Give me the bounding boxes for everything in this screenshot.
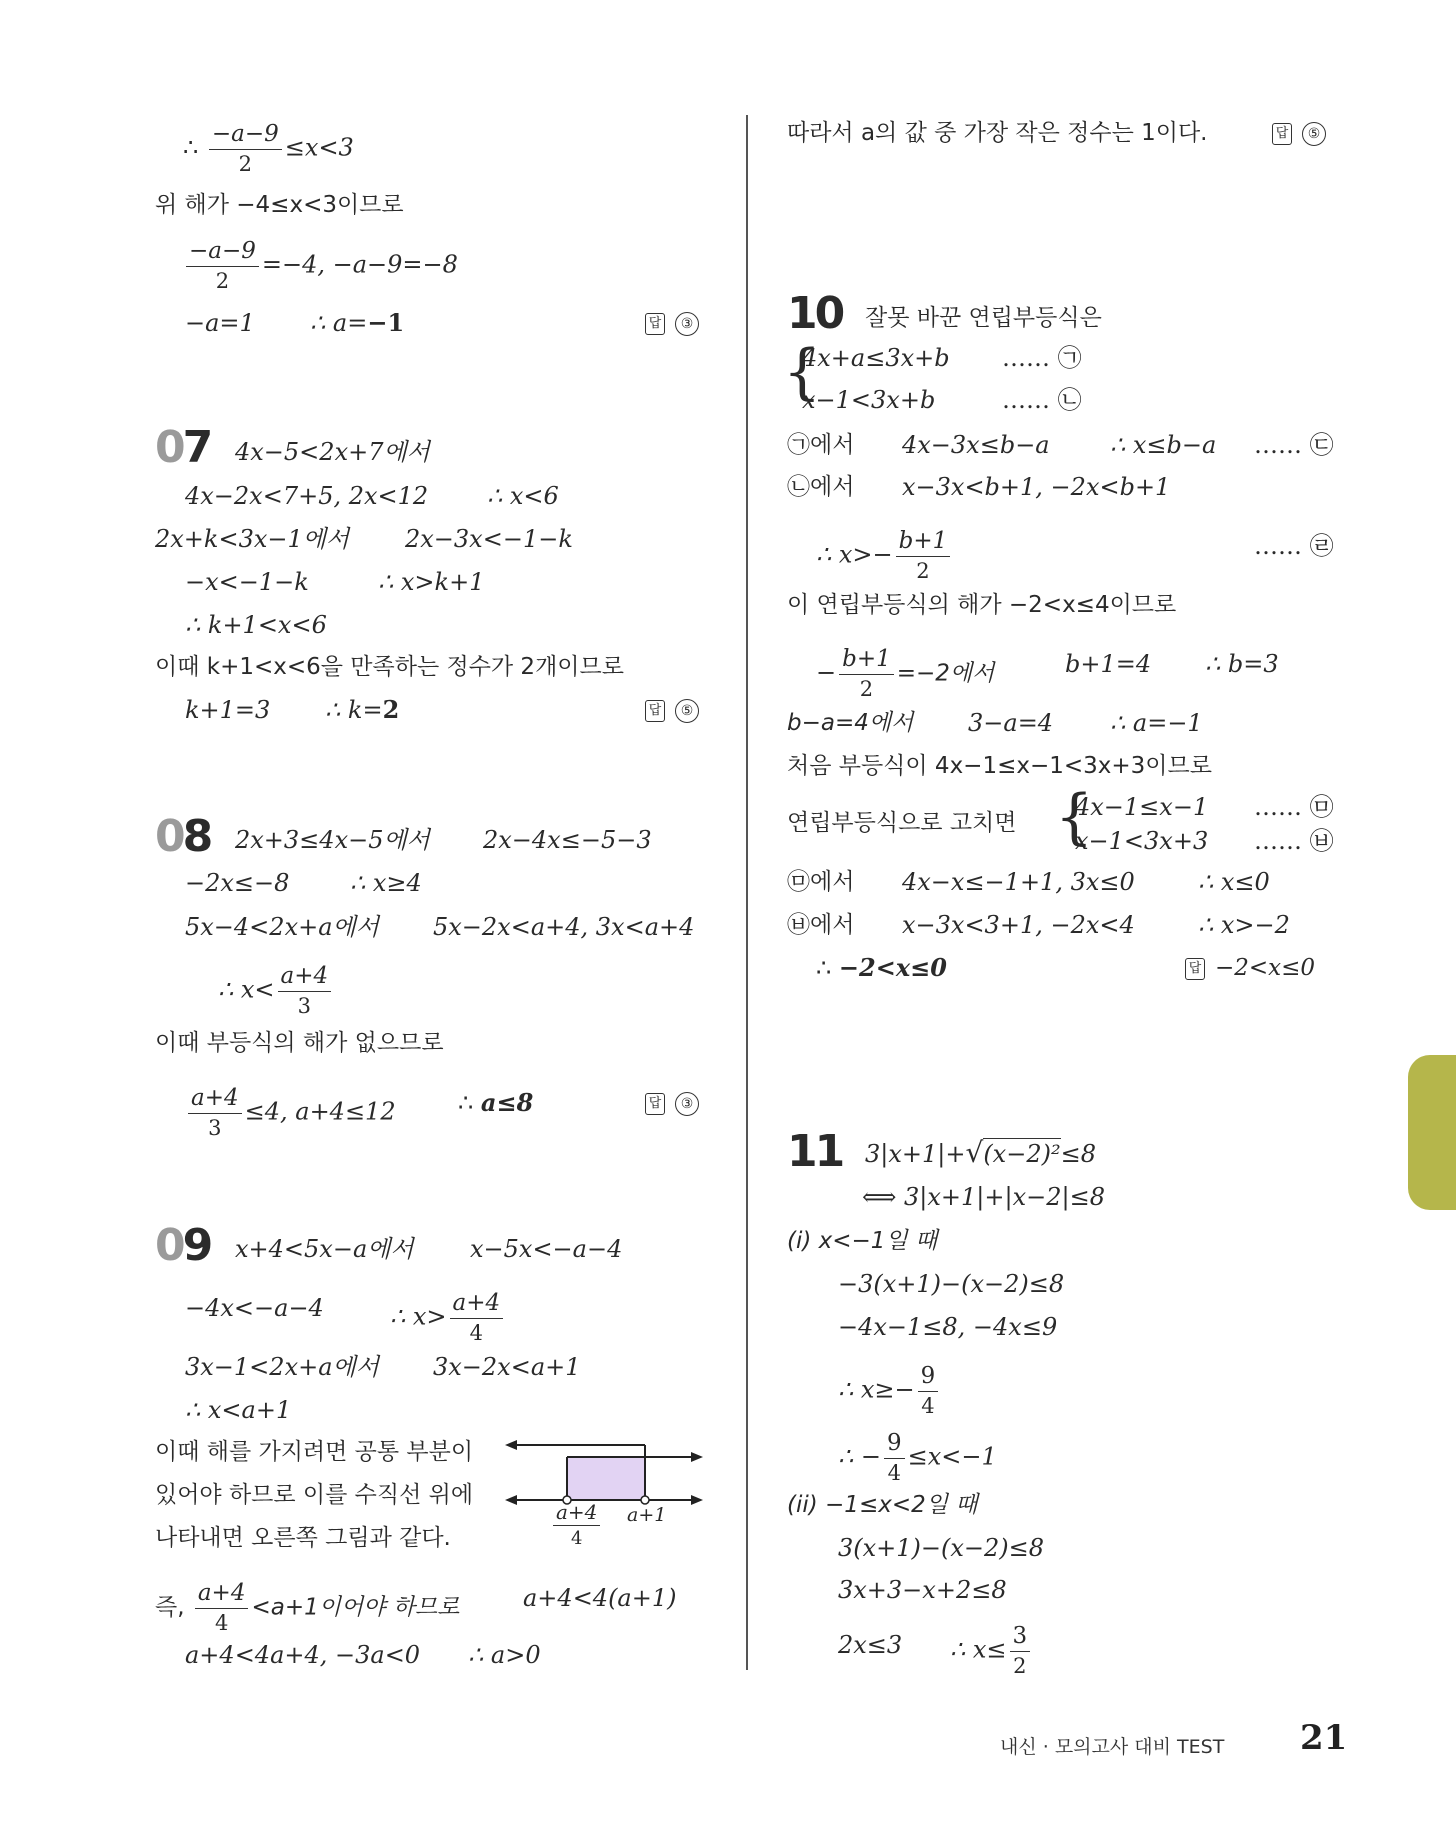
p06-line-4b: ∴ a=−1 <box>310 308 405 337</box>
p08-line-5: 이때 부등식의 해가 없으므로 <box>155 1030 444 1056</box>
problem-number-07: 07 <box>155 422 211 473</box>
p09-line-8b: a+4<4(a+1) <box>523 1584 677 1612</box>
p10-line-3c: ∴ x≤b−a <box>1110 431 1217 459</box>
p07-line-2a: 4x−2x<7+5, 2x<12 <box>185 482 429 510</box>
p11-line-3: (i) x<−1일 때 <box>787 1228 938 1254</box>
answer-icon: 답 <box>645 313 665 335</box>
p10-line-7b: b+1=4 <box>1065 650 1152 678</box>
p09-line-3b: 3x−2x<a+1 <box>433 1353 581 1381</box>
p10-brace-1: { <box>783 337 822 407</box>
p09-end-line: 따라서 a의 값 중 가장 작은 정수는 1이다. <box>787 120 1208 146</box>
p07-line-7b: ∴ k=2 <box>325 695 400 724</box>
p10-line-10: 연립부등식으로 고치면 <box>787 810 1017 836</box>
p10-brace-2: { <box>1055 782 1094 852</box>
p11-line-9: 3(x+1)−(x−2)≤8 <box>838 1534 1045 1562</box>
p11-line-11a: 2x≤3 <box>838 1631 903 1659</box>
p08-line-6b: ∴ a≤8 <box>458 1088 534 1117</box>
fig-label-1: $\frac{a+4}{4}$ <box>550 1502 603 1548</box>
p10-line-11a: ㉤에서 <box>787 869 855 895</box>
p10-line-3b: 4x−3x≤b−a <box>902 431 1050 459</box>
p07-line-4a: −x<−1−k <box>185 568 309 596</box>
p11-line-11b: ∴ x≤ $\frac{3}{2}$ <box>950 1625 1033 1677</box>
number-line-figure <box>505 1430 705 1549</box>
p07-line-7a: k+1=3 <box>185 696 271 724</box>
p07-line-5: ∴ k+1<x<6 <box>185 611 327 639</box>
p10-line-11b: 4x−x≤−1+1, 3x≤0 <box>902 868 1135 896</box>
p10-line-4b: x−3x<b+1, −2x<b+1 <box>902 473 1171 501</box>
p10-title: 잘못 바꾼 연립부등식은 <box>865 305 1102 331</box>
p11-line-10: 3x+3−x+2≤8 <box>838 1576 1007 1604</box>
problem-number-10: 10 <box>787 288 843 339</box>
p08-line-2b: ∴ x≥4 <box>350 869 422 897</box>
p10-answer: 답 −2<x≤0 <box>1185 953 1315 983</box>
p10-sys-3: 4x−1≤x−1 <box>1075 793 1209 821</box>
problem-number-08: 08 <box>155 811 211 862</box>
p10-line-13: ∴ −2<x≤0 <box>816 953 947 982</box>
p08-line-3a: 5x−4<2x+a에서 <box>185 913 379 941</box>
p07-line-4b: ∴ x>k+1 <box>378 568 485 596</box>
number-line-svg <box>505 1430 705 1540</box>
p11-line-8: (ii) −1≤x<2일 때 <box>787 1492 978 1518</box>
p09-line-8: 즉, $\frac{a+4}{4}$ <a+1이어야 하므로 <box>155 1580 460 1635</box>
p09-line-6: 있어야 하므로 이를 수직선 위에 <box>155 1482 474 1508</box>
p09-line-7: 나타내면 오른쪽 그림과 같다. <box>155 1525 451 1551</box>
p07-line-2b: ∴ x<6 <box>487 482 559 510</box>
p07-line-6: 이때 k+1<x<6을 만족하는 정수가 2개이므로 <box>155 654 624 680</box>
p11-line-2: ⟺ 3|x+1|+|x−2|≤8 <box>862 1183 1105 1211</box>
p06-line-2: 위 해가 −4≤x<3이므로 <box>155 192 404 218</box>
common-region <box>567 1457 645 1500</box>
open-point-right <box>641 1496 649 1504</box>
p10-line-5: ∴ x>− $\frac{b+1}{2}$ <box>816 530 953 582</box>
p08-line-3b: 5x−2x<a+4, 3x<a+4 <box>433 913 695 941</box>
p09-line-9a: a+4<4a+4, −3a<0 <box>185 1641 421 1669</box>
p07-line-3b: 2x−3x<−1−k <box>405 525 573 553</box>
p11-line-1: 3|x+1|+√(x−2)²≤8 <box>865 1136 1096 1169</box>
p08-line-1b: 2x−4x≤−5−3 <box>483 826 652 854</box>
arrow-right-middle <box>691 1452 703 1462</box>
p06-line-3: $\frac{-a-9}{2}$ =−4, −a−9=−8 <box>183 240 458 292</box>
p09-line-1a: x+4<5x−a에서 <box>235 1235 414 1263</box>
p07-line-3a: 2x+k<3x−1에서 <box>155 525 350 553</box>
p11-line-6: ∴ x≥− $\frac{9}{4}$ <box>838 1365 941 1417</box>
p09-line-9b: ∴ a>0 <box>468 1641 541 1669</box>
p10-line-4a: ㉡에서 <box>787 474 855 500</box>
p10-sys-2-tag: …… ㉡ <box>1002 386 1082 414</box>
p09-line-5: 이때 해를 가지려면 공통 부분이 <box>155 1439 474 1465</box>
p11-line-4: −3(x+1)−(x−2)≤8 <box>838 1270 1065 1298</box>
p10-sys-3-tag: …… ㉤ <box>1254 793 1334 821</box>
p10-line-8c: ∴ a=−1 <box>1110 709 1203 737</box>
p10-line-8a: b−a=4에서 <box>787 710 914 736</box>
p06-answer: 답 ③ <box>645 308 699 338</box>
p10-line-5-tag: …… ㉣ <box>1254 532 1334 560</box>
arrow-left-upper <box>505 1440 517 1450</box>
arrow-left-axis <box>505 1495 517 1505</box>
column-divider <box>746 115 748 1670</box>
p06-line-1: ∴ $\frac{-a-9}{2}$ ≤x<3 <box>183 121 354 176</box>
p10-line-3a: ㉠에서 <box>787 432 855 458</box>
answer-icon: 답 <box>645 700 665 722</box>
p09-line-4: ∴ x<a+1 <box>185 1396 292 1424</box>
p08-line-1a: 2x+3≤4x−5에서 <box>235 826 430 854</box>
p10-sys-1-tag: …… ㉠ <box>1002 344 1082 372</box>
p10-sys-1: 4x+a≤3x+b <box>802 344 950 372</box>
p11-line-5: −4x−1≤8, −4x≤9 <box>838 1313 1058 1341</box>
answer-icon: 답 <box>1185 958 1205 980</box>
answer-icon: 답 <box>645 1093 665 1115</box>
p07-answer: 답 ⑤ <box>645 695 699 725</box>
p10-line-12c: ∴ x>−2 <box>1198 911 1290 939</box>
p10-line-12b: x−3x<3+1, −2x<4 <box>902 911 1135 939</box>
p10-line-7c: ∴ b=3 <box>1205 650 1279 678</box>
p06-line-4a: −a=1 <box>185 309 255 337</box>
problem-number-09: 09 <box>155 1220 211 1271</box>
page-number: 21 <box>1300 1718 1348 1758</box>
p09-line-2a: −4x<−a−4 <box>185 1294 324 1322</box>
p10-sys-4-tag: …… ㉥ <box>1254 827 1334 855</box>
p08-line-2a: −2x≤−8 <box>185 869 290 897</box>
p10-line-9: 처음 부등식이 4x−1≤x−1<3x+3이므로 <box>787 753 1212 779</box>
p11-line-7: ∴ − $\frac{9}{4}$ ≤x<−1 <box>838 1430 997 1485</box>
p10-line-11c: ∴ x≤0 <box>1198 868 1270 896</box>
p10-line-6: 이 연립부등식의 해가 −2<x≤4이므로 <box>787 592 1177 618</box>
p09-line-1b: x−5x<−a−4 <box>470 1235 623 1263</box>
p10-sys-2: x−1<3x+b <box>802 386 936 414</box>
p08-line-4: ∴ x< $\frac{a+4}{3}$ <box>218 965 334 1017</box>
chapter-side-tab <box>1408 1055 1456 1210</box>
fig-label-2: a+1 <box>627 1504 667 1526</box>
footer-title: 내신 · 모의고사 대비 TEST <box>1000 1736 1225 1758</box>
p09-line-3a: 3x−1<2x+a에서 <box>185 1353 379 1381</box>
arrow-right-axis <box>691 1495 703 1505</box>
p10-line-3-tag: …… ㉢ <box>1254 431 1334 459</box>
problem-number-11: 11 <box>787 1126 843 1177</box>
p08-answer: 답 ③ <box>645 1088 699 1118</box>
p09-answer: 답 ⑤ <box>1272 118 1326 148</box>
p10-line-7: − $\frac{b+1}{2}$ =−2에서 <box>816 646 995 701</box>
p10-line-12a: ㉥에서 <box>787 912 855 938</box>
p08-line-6: $\frac{a+4}{3}$ ≤4, a+4≤12 <box>185 1087 396 1139</box>
answer-icon: 답 <box>1272 123 1292 145</box>
p10-line-8b: 3−a=4 <box>968 709 1054 737</box>
p10-sys-4: x−1<3x+3 <box>1075 827 1209 855</box>
p09-line-2b: ∴ x> $\frac{a+4}{4}$ <box>390 1292 506 1344</box>
p07-line-1: 4x−5<2x+7에서 <box>235 438 430 466</box>
